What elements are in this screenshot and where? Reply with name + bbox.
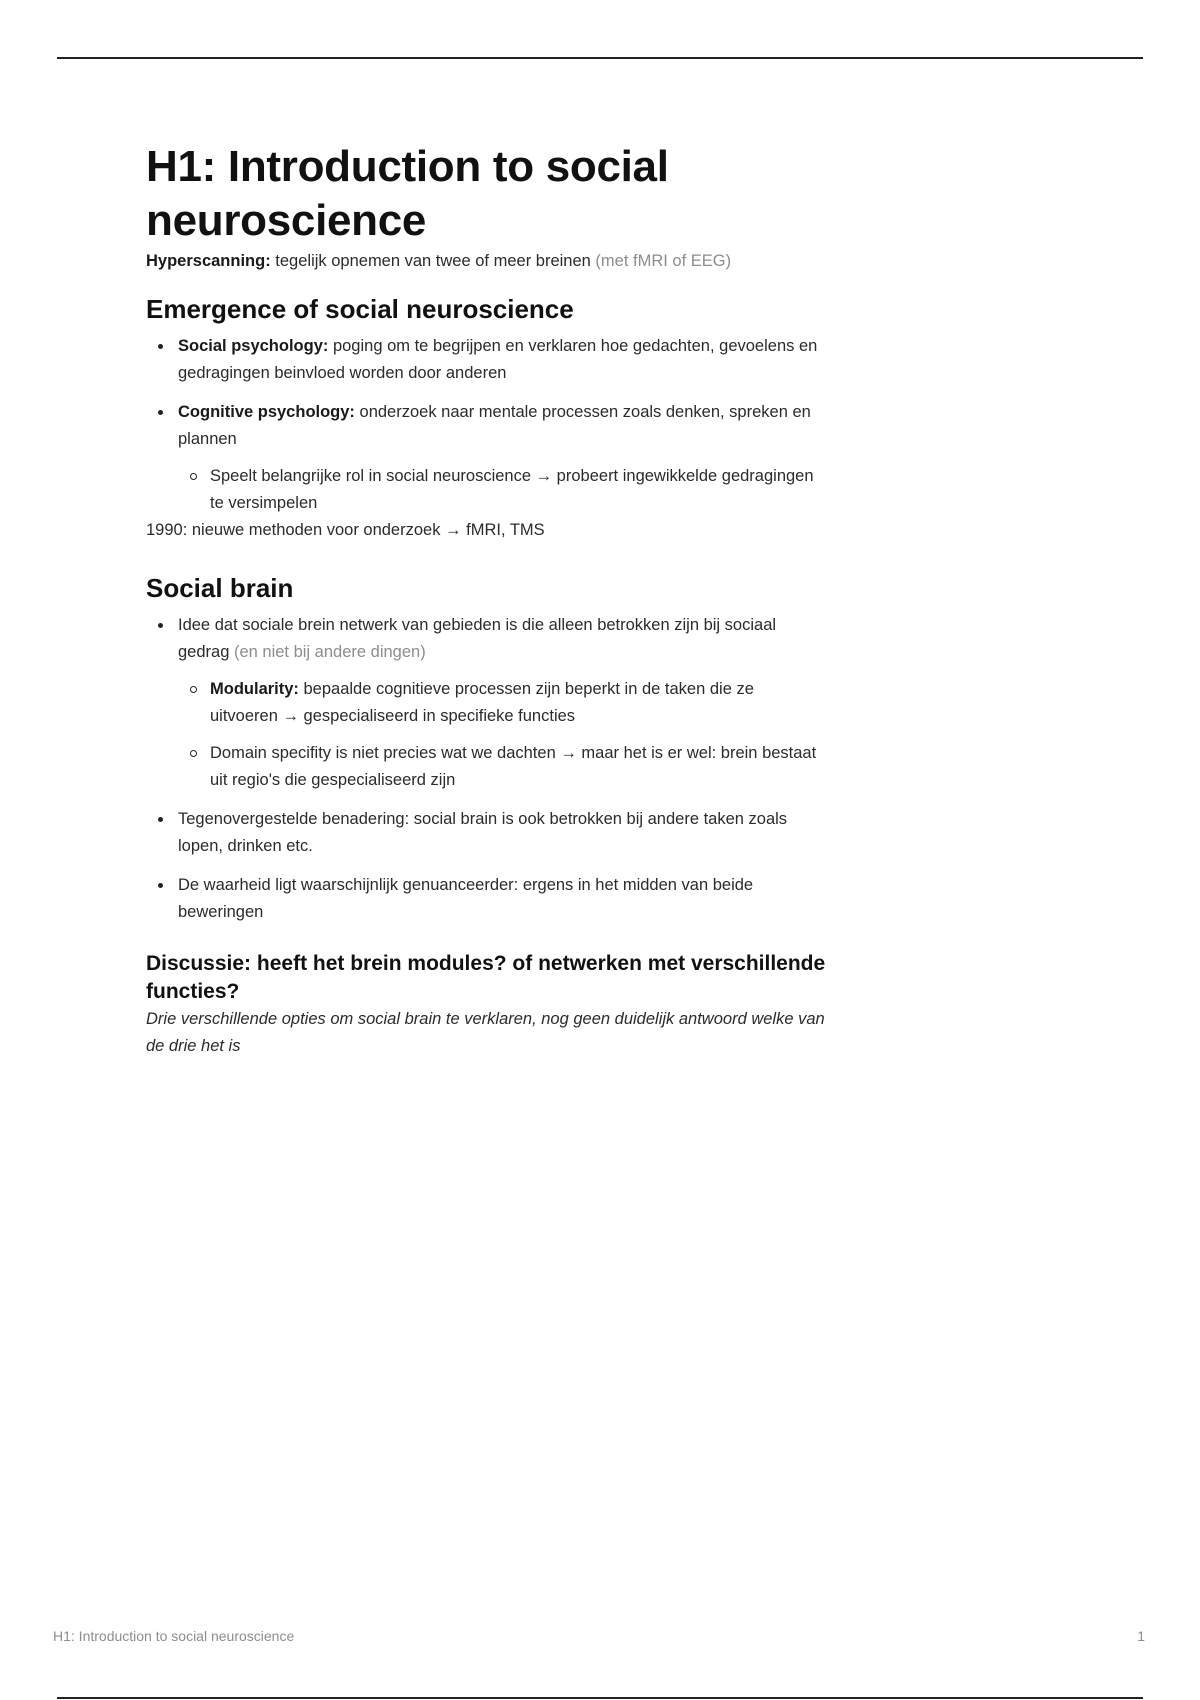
discussion-heading: Discussie: heeft het brein modules? of netwerken met verschillende functies? [146,952,826,1003]
top-divider [57,57,1143,59]
document-body [146,140,826,1060]
hyperscanning-note: (met fMRI of EEG) [595,252,732,270]
text-social-psychology: poging om te begrijpen en verklaren hoe gedachten, gevoelens en gedragingen beinvloed worden door anderen [178,337,818,382]
social-brain-sublist [178,676,826,794]
footer-page-number: 1 [1137,1628,1145,1644]
section-heading-social-brain: Social brain [146,573,294,603]
text-modularity: bepaalde cognitieve processen zijn beperkt in de taken die ze uitvoeren → gespecialiseerd in specifieke functies [210,680,754,725]
social-brain-list [146,612,826,926]
list-item-modularity [178,676,826,730]
cognitive-sublist [178,463,826,517]
text-cognitive-psychology: onderzoek naar mentale processen zoals denken, spreken en plannen [178,403,811,448]
discussion-text: Drie verschillende opties om social brain te verklaren, nog geen duidelijk antwoord welke van de drie het is [146,1010,825,1055]
list-item-truth-nuanced: De waarheid ligt waarschijnlijk genuanceerder: ergens in het midden van beide beweringen [146,872,826,926]
footer-document-title: H1: Introduction to social neuroscience [53,1628,295,1644]
term-cognitive-psychology: Cognitive psychology: [178,403,355,421]
section-heading-emergence: Emergence of social neuroscience [146,294,574,324]
hyperscanning-text: tegelijk opnemen van twee of meer breinen [270,252,596,270]
list-item-social-brain-idea [146,612,826,794]
bottom-divider [57,1697,1143,1699]
list-item-domain-specificity: Domain specifity is niet precies wat we dachten → maar het is er wel: brein bestaat uit regio's die gespecialiseerd zijn [178,740,826,794]
list-item-social-psychology [146,333,826,387]
emergence-list [146,333,826,517]
hyperscanning-term: Hyperscanning: [146,252,271,270]
page-title: H1: Introduction to social neuroscience [146,142,669,245]
hyperscanning-definition [146,248,826,275]
term-social-psychology: Social psychology: [178,337,329,355]
methods-line: 1990: nieuwe methoden voor onderzoek → fMRI, TMS [146,521,545,539]
list-item-cognitive-role: Speelt belangrijke rol in social neuroscience → probeert ingewikkelde gedragingen te versimpelen [178,463,826,517]
term-modularity: Modularity: [210,680,299,698]
list-item-opposite-approach: Tegenovergestelde benadering: social brain is ook betrokken bij andere taken zoals lopen, drinken etc. [146,806,826,860]
list-item-cognitive-psychology [146,399,826,517]
text-social-brain-idea: Idee dat sociale brein netwerk van gebieden is die alleen betrokken zijn bij sociaal gedrag [178,616,777,661]
note-social-brain-idea: (en niet bij andere dingen) [233,643,426,661]
